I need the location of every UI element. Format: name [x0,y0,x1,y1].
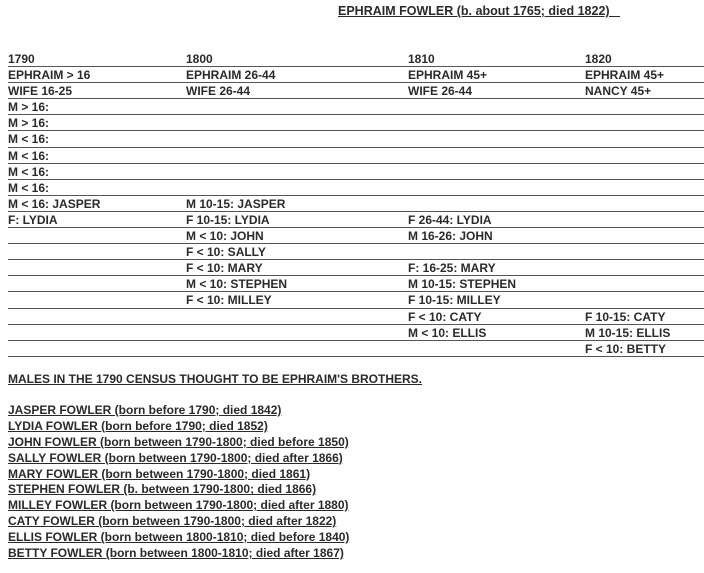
census-row [8,341,704,357]
person-entry: LYDIA FOWLER (born before 1790; died 1852) [8,418,268,433]
person-entry: ELLIS FOWLER (born between 1800-1810; died before 1840) [8,530,350,545]
census-cell: WIFE 26-44 [408,84,473,99]
person-entry: BETTY FOWLER (born between 1800-1810; died after 1867) [8,546,344,561]
census-cell: M < 10: JOHN [186,229,264,244]
census-cell: M < 10: ELLIS [408,325,487,340]
person-entry: CATY FOWLER (born between 1790-1800; died after 1822) [8,514,337,529]
brothers-heading: MALES IN THE 1790 CENSUS THOUGHT TO BE EPHRAIM'S BROTHERS. [8,372,423,386]
census-row [8,309,704,325]
census-year: 1820 [585,52,612,66]
census-row [8,196,704,212]
census-row [8,83,704,99]
census-cell: NANCY 45+ [585,84,652,99]
person-entry: STEPHEN FOWLER (b. between 1790-1800; died 1866) [8,482,317,497]
census-row [8,148,704,164]
census-row [8,164,704,180]
people-list [8,403,349,562]
census-row [8,325,704,341]
census-cell: F 26-44: LYDIA [408,212,492,227]
person-entry: SALLY FOWLER (born between 1790-1800; died after 1866) [8,450,343,465]
census-cell: F < 10: BETTY [585,341,667,356]
census-row [8,99,704,115]
census-cell: M < 16: [8,148,50,163]
census-cell: F: LYDIA [8,212,58,227]
person-entry: JOHN FOWLER (born between 1790-1800; died before 1850) [8,434,349,449]
page-title: EPHRAIM FOWLER (b. about 1765; died 1822) [338,4,620,18]
census-header-row [8,51,704,67]
census-cell: M < 16: [8,164,50,179]
census-cell: M 10-15: ELLIS [585,325,671,340]
census-year: 1800 [186,52,213,66]
census-row [8,115,704,131]
census-year: 1790 [8,52,35,66]
census-row [8,131,704,147]
census-cell: M < 16: [8,180,50,195]
census-cell: F < 10: CATY [408,309,482,324]
census-cell: F 10-15: MILLEY [408,293,501,308]
census-row [8,67,704,83]
census-table [8,51,704,357]
census-cell: WIFE 26-44 [186,84,251,99]
census-row [8,276,704,292]
census-row [8,292,704,308]
census-cell: F < 10: SALLY [186,245,266,260]
census-row [8,244,704,260]
census-cell: M 10-15: STEPHEN [408,277,517,292]
census-cell: EPHRAIM 45+ [408,68,488,83]
census-row [8,180,704,196]
census-cell: M < 16: JASPER [8,196,101,211]
census-cell: M 10-15: JASPER [186,196,286,211]
person-entry: MARY FOWLER (born between 1790-1800; died 1861) [8,466,311,481]
census-cell: F 10-15: LYDIA [186,212,270,227]
census-cell: EPHRAIM 26-44 [186,68,276,83]
census-cell: M > 16: [8,100,50,115]
census-cell: EPHRAIM 45+ [585,68,665,83]
census-cell: M 16-26: JOHN [408,229,493,244]
census-row [8,260,704,276]
census-row [8,228,704,244]
census-cell: WIFE 16-25 [8,84,73,99]
census-cell: F < 10: MILLEY [186,293,272,308]
census-cell: F 10-15: CATY [585,309,666,324]
census-cell: M < 10: STEPHEN [186,277,288,292]
census-year: 1810 [408,52,435,66]
census-cell: F < 10: MARY [186,261,263,276]
census-cell: F: 16-25: MARY [408,261,496,276]
census-row [8,212,704,228]
census-cell: M < 16: [8,132,50,147]
person-entry: MILLEY FOWLER (born between 1790-1800; died after 1880) [8,498,349,513]
person-entry: JASPER FOWLER (born before 1790; died 1842) [8,403,282,417]
census-cell: EPHRAIM > 16 [8,68,91,83]
census-cell: M > 16: [8,116,50,131]
